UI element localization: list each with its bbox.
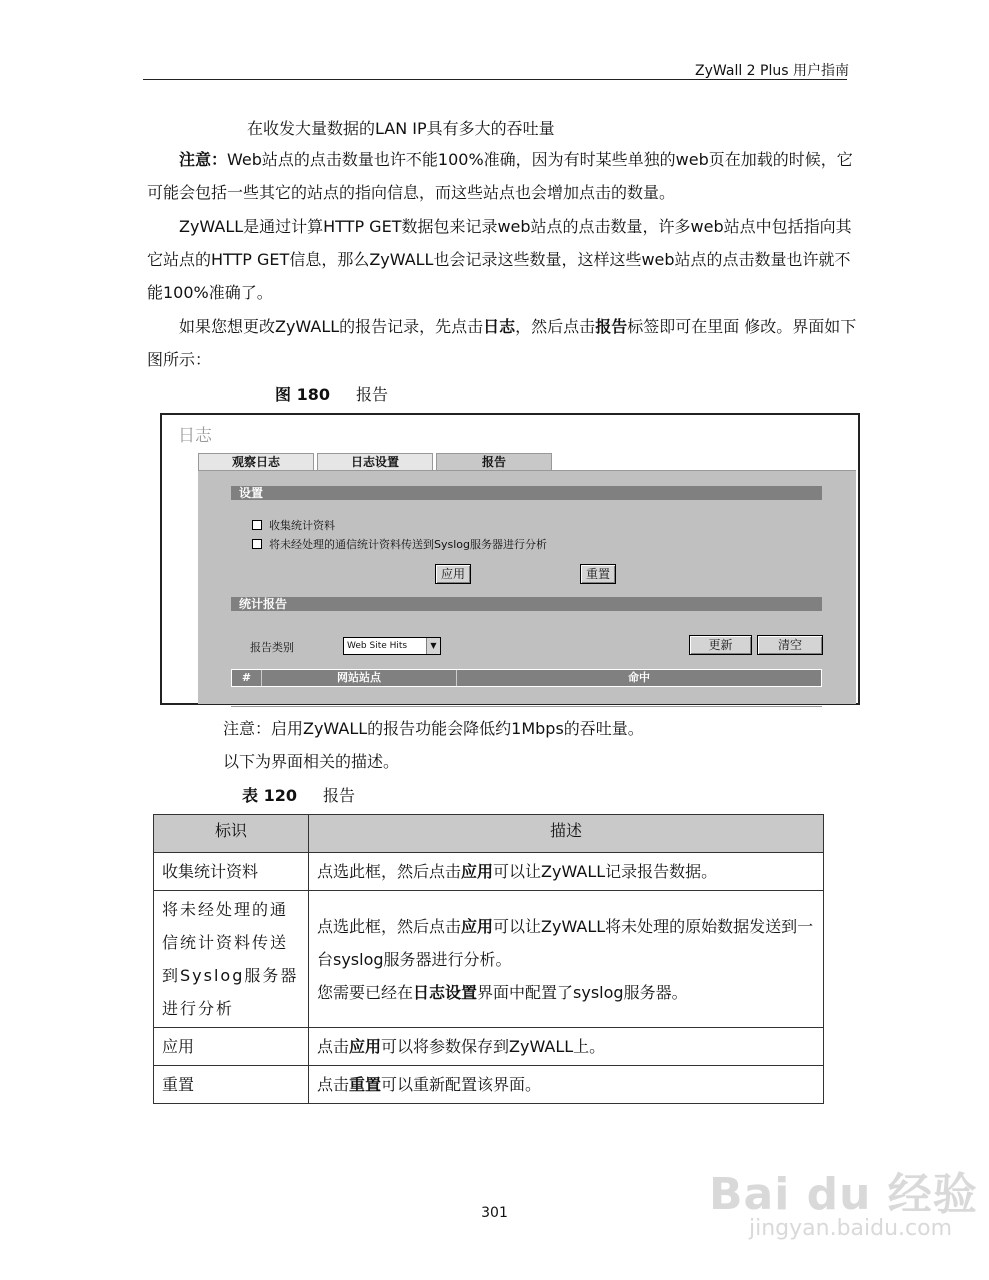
report-type-select[interactable]: [343, 637, 441, 655]
col-label-header: 标识: [154, 815, 309, 853]
figure-title: 报告: [355, 385, 388, 404]
chevron-down-icon[interactable]: ▼: [426, 638, 440, 654]
note-text: Web站点的点击数量也许不能100%准确，因为有时某些单独的web页在加载的时候，它可能会包括一些其它的站点的指向信息，而这些站点也会增加点击的数量。: [147, 150, 853, 202]
row-description: [309, 853, 824, 891]
desc-bold: 应用: [461, 916, 494, 936]
table-title: 报告: [322, 786, 355, 805]
tab-reports[interactable]: 报告: [436, 453, 552, 470]
desc-text: 可以将参数保存到ZyWALL上。: [381, 1037, 606, 1056]
stats-report-section-bar: 统计报告: [231, 597, 822, 611]
watermark-url: jingyan.baidu.com: [749, 1216, 953, 1241]
tab-bar: [198, 453, 555, 470]
description-intro: 以下为界面相关的描述。: [223, 752, 400, 771]
report-type-value: Web Site Hits: [347, 641, 408, 651]
document-header-title: ZyWall 2 Plus 用户指南: [695, 63, 849, 79]
row-description: [309, 1028, 824, 1066]
hits-table-header: [231, 669, 822, 687]
table-label: 表 120: [242, 786, 297, 805]
desc-text: 点选此框，然后点击: [317, 862, 462, 881]
report-type-label: 报告类别: [250, 641, 294, 654]
desc-text: 您需要已经在: [317, 982, 414, 1002]
desc-text: 点选此框，然后点击: [317, 916, 462, 936]
row-label: 应用: [154, 1028, 309, 1066]
tab-view-log[interactable]: 观察日志: [198, 453, 314, 470]
desc-text: 界面中配置了syslog服务器。: [477, 982, 688, 1002]
desc-bold: 应用: [461, 862, 494, 881]
report-screenshot: [160, 413, 860, 705]
send-syslog-checkbox[interactable]: [252, 539, 262, 549]
page-number: 301: [481, 1205, 508, 1221]
instruction-text-2: ，然后点击: [515, 317, 596, 336]
figure-caption: [275, 382, 388, 405]
apply-button[interactable]: 应用: [435, 564, 471, 584]
desc-line: [317, 976, 815, 1009]
instruction-bold-report: 报告: [595, 317, 628, 336]
header-rule: [143, 79, 847, 80]
table-row: [154, 1066, 824, 1104]
watermark-brand: Bai du 经验: [709, 1169, 978, 1220]
send-syslog-row: [252, 536, 547, 552]
reset-button[interactable]: 重置: [580, 564, 616, 584]
collect-stats-label: 收集统计资料: [269, 519, 335, 532]
note-label: 注意：: [179, 150, 228, 169]
clear-button[interactable]: 清空: [757, 635, 823, 655]
baidu-watermark: [699, 1138, 978, 1248]
row-description: [309, 1066, 824, 1104]
note-paragraph: [147, 143, 859, 209]
refresh-button[interactable]: 更新: [689, 635, 752, 655]
instruction-text-1: 如果您想更改ZyWALL的报告记录，先点击: [179, 317, 484, 336]
row-description: [309, 891, 824, 1028]
col-description-header: 描述: [309, 815, 824, 853]
collect-stats-row: [252, 517, 335, 533]
instruction-paragraph: [147, 310, 859, 376]
table-row: [154, 853, 824, 891]
col-website: 网站站点: [262, 670, 457, 686]
table-caption: [242, 783, 355, 806]
tab-log-settings[interactable]: 日志设置: [317, 453, 433, 470]
row-label: 重置: [154, 1066, 309, 1104]
desc-bold: 应用: [349, 1037, 382, 1056]
desc-text: 点击: [317, 1037, 350, 1056]
description-table: [153, 814, 824, 1104]
desc-bold: 日志设置: [413, 982, 478, 1002]
settings-section-bar: 设置: [231, 486, 822, 500]
table-row: [154, 891, 824, 1028]
report-panel: [198, 470, 856, 704]
desc-bold: 重置: [349, 1075, 382, 1094]
col-number: #: [232, 670, 262, 686]
instruction-bold-log: 日志: [483, 317, 516, 336]
desc-text: 可以让ZyWALL将未处理的原始数据发送到一台syslog服务器进行分析。: [317, 916, 814, 969]
send-syslog-label: 将未经处理的通信统计资料传送到Syslog服务器进行分析: [269, 538, 547, 551]
desc-line: [317, 910, 815, 976]
figure-label: 图 180: [275, 385, 330, 404]
collect-stats-checkbox[interactable]: [252, 520, 262, 530]
zywall-paragraph: ZyWALL是通过计算HTTP GET数据包来记录web站点的点击数量，许多web站点中包括指向其它站点的HTTP GET信息，那么ZyWALL也会记录这些数量，这样这些web站点的点击数量也许就不能100%准确了。: [147, 217, 852, 302]
table-row: [154, 1028, 824, 1066]
row-label: 将未经处理的通信统计资料传送到Syslog服务器进行分析: [154, 891, 309, 1028]
intro-line: 在收发大量数据的LAN IP具有多大的吞吐量: [247, 119, 555, 138]
desc-text: 可以重新配置该界面。: [381, 1075, 542, 1094]
desc-text: 点击: [317, 1075, 350, 1094]
throughput-note: 注意：启用ZyWALL的报告功能会降低约1Mbps的吞吐量。: [223, 719, 644, 738]
instruction-text-3: 标签即可在里面 修改。界面如下图所示：: [147, 317, 857, 369]
desc-text: 可以让ZyWALL记录报告数据。: [493, 862, 718, 881]
panel-divider: [231, 706, 822, 707]
row-label: 收集统计资料: [154, 853, 309, 891]
col-hits: 命中: [628, 671, 650, 684]
screenshot-title: 日志: [178, 426, 212, 446]
